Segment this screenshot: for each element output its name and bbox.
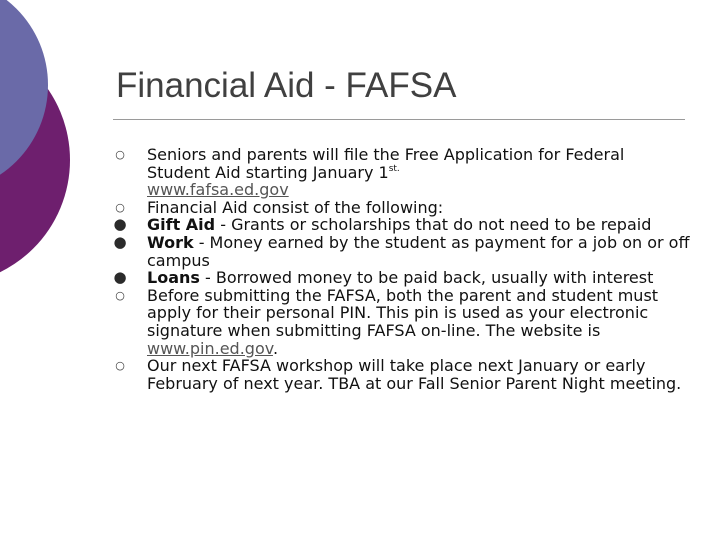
solid-bullet-icon: ● [113, 232, 127, 251]
bullet-text: Our next FAFSA workshop will take place next January or early February of next year. TBA at our Fall Senior Parent Night meeting. [147, 356, 682, 393]
bullet-item-loans [110, 269, 690, 287]
term-loans: Loans [147, 268, 200, 288]
hollow-bullet-icon: ○ [115, 148, 125, 161]
bullet-text: Before submitting the FAFSA, both the parent and student must apply for their personal PIN. This pin is used as your electronic signature when submitting FAFSA on-line. The website is [147, 285, 659, 340]
decorative-circles [0, 0, 120, 300]
hollow-bullet-icon: ○ [115, 288, 125, 302]
title-divider [113, 119, 685, 120]
bullet-text: - Borrowed money to be paid back, usually with interest [199, 268, 654, 288]
bullet-text: Financial Aid consist of the following: [147, 197, 444, 217]
bullet-text-end: . [272, 338, 279, 358]
hollow-bullet-icon: ○ [115, 359, 125, 373]
term-work: Work [147, 232, 194, 252]
bullet-item-pin [110, 287, 690, 357]
bullet-item-consist [110, 199, 690, 217]
term-gift-aid: Gift Aid [147, 215, 216, 235]
bullet-item-workshop [110, 357, 690, 392]
bullet-item-seniors [110, 146, 690, 199]
bullet-text: - Grants or scholarships that do not need to be repaid [215, 215, 652, 235]
slide-title: Financial Aid - FAFSA [116, 66, 457, 105]
fafsa-link[interactable]: www.fafsa.ed.gov [147, 180, 289, 200]
superscript-text: st. [388, 163, 400, 174]
pin-link[interactable]: www.pin.ed.gov [147, 338, 273, 358]
bullet-item-gift-aid [110, 216, 690, 234]
hollow-bullet-icon: ○ [115, 200, 125, 214]
solid-bullet-icon: ● [113, 268, 127, 287]
bullet-text: Seniors and parents will file the Free Application for Federal Student Aid starting January 1 [147, 145, 625, 182]
bullet-list [110, 146, 690, 392]
bullet-text: - Money earned by the student as payment for a job on or off campus [147, 232, 690, 270]
bullet-item-work [110, 234, 690, 269]
solid-bullet-icon: ● [113, 215, 127, 234]
